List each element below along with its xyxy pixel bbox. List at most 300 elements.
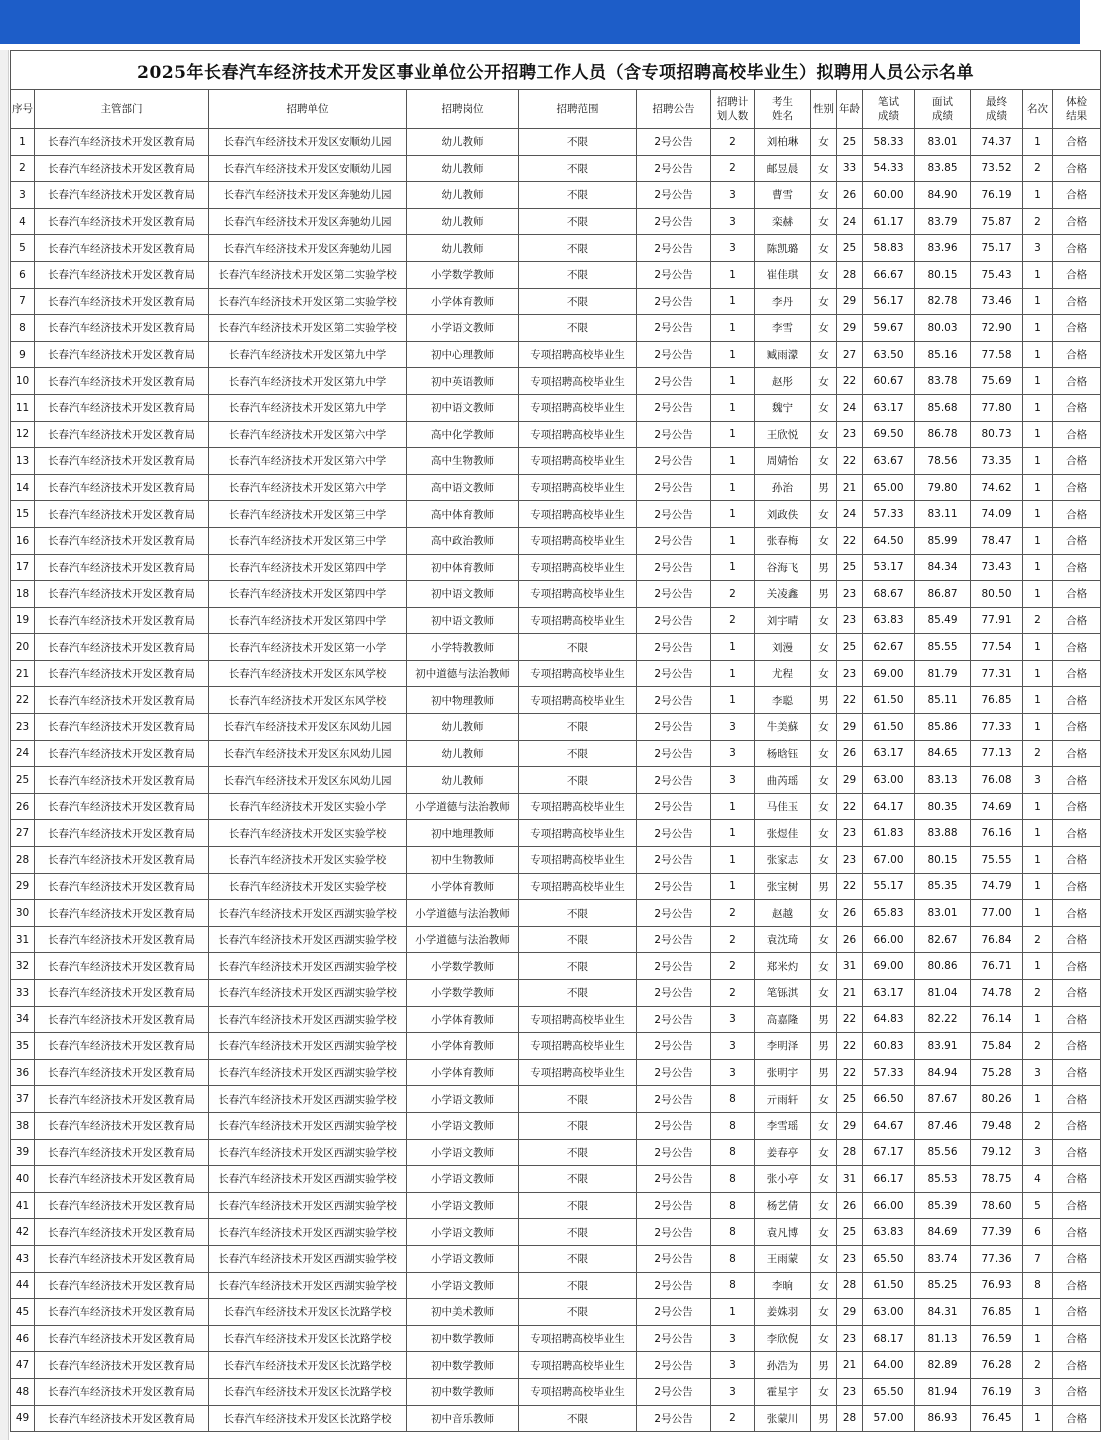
cell-age: 23 <box>837 421 863 448</box>
cell-age: 23 <box>837 607 863 634</box>
cell-seq: 4 <box>11 208 35 235</box>
cell-plan: 3 <box>711 714 755 741</box>
cell-gender: 女 <box>811 926 837 953</box>
cell-rank: 2 <box>1023 926 1053 953</box>
cell-plan: 1 <box>711 554 755 581</box>
cell-post: 幼儿教师 <box>407 235 519 262</box>
cell-exam: 合格 <box>1053 1139 1101 1166</box>
cell-notice: 2号公告 <box>637 1033 711 1060</box>
cell-written: 63.83 <box>863 1219 915 1246</box>
cell-name: 栾赫 <box>755 208 811 235</box>
cell-final: 79.48 <box>971 1112 1023 1139</box>
cell-exam: 合格 <box>1053 527 1101 554</box>
cell-dept: 长春汽车经济技术开发区教育局 <box>35 368 209 395</box>
cell-name: 魏宁 <box>755 394 811 421</box>
cell-age: 21 <box>837 980 863 1007</box>
cell-rank: 1 <box>1023 793 1053 820</box>
cell-post: 小学体育教师 <box>407 1006 519 1033</box>
cell-notice: 2号公告 <box>637 261 711 288</box>
cell-seq: 37 <box>11 1086 35 1113</box>
table-row <box>11 581 1101 608</box>
cell-final: 76.59 <box>971 1325 1023 1352</box>
cell-post: 初中美术教师 <box>407 1299 519 1326</box>
cell-rank: 2 <box>1023 1352 1053 1379</box>
cell-post: 初中语文教师 <box>407 581 519 608</box>
cell-post: 初中语文教师 <box>407 607 519 634</box>
col-gender: 性别 <box>811 90 837 129</box>
cell-written: 65.00 <box>863 474 915 501</box>
cell-final: 75.43 <box>971 261 1023 288</box>
cell-unit: 长春汽车经济技术开发区第三中学 <box>209 527 407 554</box>
cell-written: 61.83 <box>863 820 915 847</box>
cell-age: 22 <box>837 873 863 900</box>
cell-name: 赵越 <box>755 900 811 927</box>
cell-notice: 2号公告 <box>637 554 711 581</box>
cell-plan: 2 <box>711 980 755 1007</box>
cell-post: 幼儿教师 <box>407 155 519 182</box>
cell-notice: 2号公告 <box>637 421 711 448</box>
cell-age: 21 <box>837 474 863 501</box>
cell-rank: 1 <box>1023 953 1053 980</box>
cell-final: 75.87 <box>971 208 1023 235</box>
cell-final: 76.71 <box>971 953 1023 980</box>
cell-exam: 合格 <box>1053 208 1101 235</box>
cell-scope: 专项招聘高校毕业生 <box>519 1325 637 1352</box>
cell-plan: 3 <box>711 1033 755 1060</box>
cell-unit: 长春汽车经济技术开发区西湖实验学校 <box>209 1086 407 1113</box>
cell-gender: 女 <box>811 341 837 368</box>
cell-seq: 23 <box>11 714 35 741</box>
table-row <box>11 1112 1101 1139</box>
cell-post: 小学道德与法治教师 <box>407 926 519 953</box>
col-written-line2: 成绩 <box>878 110 899 122</box>
cell-written: 67.00 <box>863 847 915 874</box>
cell-post: 小学体育教师 <box>407 288 519 315</box>
cell-name: 曹雪 <box>755 182 811 209</box>
cell-dept: 长春汽车经济技术开发区教育局 <box>35 554 209 581</box>
cell-interview: 81.79 <box>915 660 971 687</box>
cell-final: 75.17 <box>971 235 1023 262</box>
cell-dept: 长春汽车经济技术开发区教育局 <box>35 394 209 421</box>
cell-gender: 女 <box>811 820 837 847</box>
cell-scope: 不限 <box>519 129 637 156</box>
cell-final: 76.08 <box>971 767 1023 794</box>
cell-notice: 2号公告 <box>637 1272 711 1299</box>
cell-final: 72.90 <box>971 315 1023 342</box>
cell-age: 31 <box>837 1166 863 1193</box>
cell-interview: 83.13 <box>915 767 971 794</box>
cell-interview: 82.67 <box>915 926 971 953</box>
cell-dept: 长春汽车经济技术开发区教育局 <box>35 341 209 368</box>
cell-seq: 47 <box>11 1352 35 1379</box>
cell-seq: 2 <box>11 155 35 182</box>
cell-notice: 2号公告 <box>637 1299 711 1326</box>
cell-written: 60.00 <box>863 182 915 209</box>
cell-written: 63.83 <box>863 607 915 634</box>
cell-gender: 女 <box>811 1245 837 1272</box>
cell-unit: 长春汽车经济技术开发区第九中学 <box>209 394 407 421</box>
table-row <box>11 1272 1101 1299</box>
cell-name: 刘柏琳 <box>755 129 811 156</box>
cell-rank: 1 <box>1023 129 1053 156</box>
cell-post: 小学数学教师 <box>407 261 519 288</box>
cell-dept: 长春汽车经济技术开发区教育局 <box>35 980 209 1007</box>
cell-plan: 3 <box>711 1378 755 1405</box>
cell-notice: 2号公告 <box>637 1192 711 1219</box>
cell-unit: 长春汽车经济技术开发区第二实验学校 <box>209 288 407 315</box>
cell-age: 29 <box>837 288 863 315</box>
cell-interview: 84.90 <box>915 182 971 209</box>
cell-seq: 20 <box>11 634 35 661</box>
cell-name: 姜姝羽 <box>755 1299 811 1326</box>
cell-name: 李欣倪 <box>755 1325 811 1352</box>
cell-rank: 2 <box>1023 155 1053 182</box>
cell-scope: 专项招聘高校毕业生 <box>519 1378 637 1405</box>
cell-final: 73.52 <box>971 155 1023 182</box>
cell-age: 29 <box>837 1112 863 1139</box>
cell-final: 77.36 <box>971 1245 1023 1272</box>
cell-name: 张蒙川 <box>755 1405 811 1432</box>
cell-gender: 女 <box>811 368 837 395</box>
cell-gender: 女 <box>811 1378 837 1405</box>
table-row <box>11 1219 1101 1246</box>
cell-gender: 女 <box>811 288 837 315</box>
cell-final: 76.14 <box>971 1006 1023 1033</box>
cell-plan: 3 <box>711 1352 755 1379</box>
cell-written: 61.50 <box>863 687 915 714</box>
cell-exam: 合格 <box>1053 1272 1101 1299</box>
cell-interview: 83.96 <box>915 235 971 262</box>
cell-interview: 83.79 <box>915 208 971 235</box>
cell-notice: 2号公告 <box>637 315 711 342</box>
cell-age: 28 <box>837 261 863 288</box>
cell-interview: 85.68 <box>915 394 971 421</box>
cell-exam: 合格 <box>1053 660 1101 687</box>
cell-interview: 85.55 <box>915 634 971 661</box>
cell-final: 75.55 <box>971 847 1023 874</box>
cell-exam: 合格 <box>1053 1166 1101 1193</box>
table-row <box>11 1139 1101 1166</box>
cell-age: 22 <box>837 793 863 820</box>
cell-plan: 1 <box>711 634 755 661</box>
cell-name: 张宝树 <box>755 873 811 900</box>
cell-interview: 85.99 <box>915 527 971 554</box>
cell-unit: 长春汽车经济技术开发区第一小学 <box>209 634 407 661</box>
cell-rank: 1 <box>1023 474 1053 501</box>
cell-name: 刘宇晴 <box>755 607 811 634</box>
cell-seq: 41 <box>11 1192 35 1219</box>
cell-notice: 2号公告 <box>637 767 711 794</box>
cell-rank: 1 <box>1023 1299 1053 1326</box>
col-plan <box>711 90 755 129</box>
cell-rank: 2 <box>1023 1033 1053 1060</box>
cell-dept: 长春汽车经济技术开发区教育局 <box>35 714 209 741</box>
cell-post: 小学数学教师 <box>407 953 519 980</box>
cell-written: 64.67 <box>863 1112 915 1139</box>
table-row <box>11 315 1101 342</box>
cell-notice: 2号公告 <box>637 740 711 767</box>
table-row <box>11 714 1101 741</box>
cell-dept: 长春汽车经济技术开发区教育局 <box>35 581 209 608</box>
cell-exam: 合格 <box>1053 341 1101 368</box>
cell-final: 74.69 <box>971 793 1023 820</box>
cell-seq: 14 <box>11 474 35 501</box>
cell-interview: 85.25 <box>915 1272 971 1299</box>
cell-exam: 合格 <box>1053 129 1101 156</box>
cell-name: 姜春亭 <box>755 1139 811 1166</box>
cell-scope: 专项招聘高校毕业生 <box>519 394 637 421</box>
cell-scope: 专项招聘高校毕业生 <box>519 527 637 554</box>
cell-age: 28 <box>837 1405 863 1432</box>
cell-final: 75.84 <box>971 1033 1023 1060</box>
table-row <box>11 926 1101 953</box>
cell-age: 29 <box>837 767 863 794</box>
cell-post: 小学语文教师 <box>407 1166 519 1193</box>
cell-final: 77.31 <box>971 660 1023 687</box>
table-row <box>11 474 1101 501</box>
cell-name: 周婧怡 <box>755 448 811 475</box>
cell-name: 邮昱晨 <box>755 155 811 182</box>
cell-gender: 女 <box>811 155 837 182</box>
cell-dept: 长春汽车经济技术开发区教育局 <box>35 1405 209 1432</box>
cell-interview: 82.89 <box>915 1352 971 1379</box>
cell-dept: 长春汽车经济技术开发区教育局 <box>35 1352 209 1379</box>
cell-scope: 不限 <box>519 900 637 927</box>
cell-notice: 2号公告 <box>637 926 711 953</box>
cell-seq: 5 <box>11 235 35 262</box>
cell-unit: 长春汽车经济技术开发区西湖实验学校 <box>209 1166 407 1193</box>
cell-written: 69.00 <box>863 660 915 687</box>
table-row <box>11 1086 1101 1113</box>
cell-age: 25 <box>837 554 863 581</box>
cell-final: 74.78 <box>971 980 1023 1007</box>
cell-exam: 合格 <box>1053 235 1101 262</box>
cell-interview: 80.15 <box>915 261 971 288</box>
cell-rank: 5 <box>1023 1192 1053 1219</box>
cell-age: 23 <box>837 847 863 874</box>
cell-exam: 合格 <box>1053 394 1101 421</box>
table-row <box>11 501 1101 528</box>
cell-final: 76.16 <box>971 820 1023 847</box>
table-row <box>11 129 1101 156</box>
table-row <box>11 554 1101 581</box>
cell-post: 小学语文教师 <box>407 1219 519 1246</box>
cell-dept: 长春汽车经济技术开发区教育局 <box>35 1112 209 1139</box>
cell-exam: 合格 <box>1053 1086 1101 1113</box>
cell-name: 李明泽 <box>755 1033 811 1060</box>
cell-written: 63.17 <box>863 740 915 767</box>
cell-exam: 合格 <box>1053 953 1101 980</box>
page-left-edge <box>0 50 9 1440</box>
cell-scope: 专项招聘高校毕业生 <box>519 820 637 847</box>
cell-written: 58.33 <box>863 129 915 156</box>
cell-gender: 女 <box>811 1112 837 1139</box>
cell-post: 初中地理教师 <box>407 820 519 847</box>
cell-gender: 女 <box>811 607 837 634</box>
table-row <box>11 421 1101 448</box>
cell-rank: 2 <box>1023 1112 1053 1139</box>
cell-seq: 8 <box>11 315 35 342</box>
cell-post: 初中体育教师 <box>407 554 519 581</box>
cell-post: 小学语文教师 <box>407 1139 519 1166</box>
table-row <box>11 1325 1101 1352</box>
cell-notice: 2号公告 <box>637 208 711 235</box>
cell-gender: 女 <box>811 315 837 342</box>
cell-interview: 79.80 <box>915 474 971 501</box>
cell-name: 杨晗钰 <box>755 740 811 767</box>
table-title: 2025年长春汽车经济技术开发区事业单位公开招聘工作人员（含专项招聘高校毕业生）拟聘用人员公示名单 <box>11 51 1101 90</box>
cell-notice: 2号公告 <box>637 1112 711 1139</box>
cell-notice: 2号公告 <box>637 341 711 368</box>
cell-age: 28 <box>837 1139 863 1166</box>
cell-post: 幼儿教师 <box>407 129 519 156</box>
cell-interview: 83.91 <box>915 1033 971 1060</box>
cell-interview: 85.11 <box>915 687 971 714</box>
col-unit: 招聘单位 <box>209 90 407 129</box>
cell-unit: 长春汽车经济技术开发区实验学校 <box>209 847 407 874</box>
cell-name: 霍星宇 <box>755 1378 811 1405</box>
cell-rank: 1 <box>1023 341 1053 368</box>
cell-notice: 2号公告 <box>637 820 711 847</box>
cell-dept: 长春汽车经济技术开发区教育局 <box>35 1086 209 1113</box>
cell-exam: 合格 <box>1053 820 1101 847</box>
cell-age: 22 <box>837 1033 863 1060</box>
cell-seq: 13 <box>11 448 35 475</box>
cell-plan: 3 <box>711 1325 755 1352</box>
cell-scope: 不限 <box>519 1405 637 1432</box>
cell-final: 80.50 <box>971 581 1023 608</box>
cell-plan: 3 <box>711 182 755 209</box>
cell-plan: 3 <box>711 1059 755 1086</box>
table-row <box>11 820 1101 847</box>
cell-gender: 女 <box>811 182 837 209</box>
cell-scope: 专项招聘高校毕业生 <box>519 341 637 368</box>
cell-interview: 85.86 <box>915 714 971 741</box>
cell-seq: 46 <box>11 1325 35 1352</box>
cell-post: 小学语文教师 <box>407 315 519 342</box>
cell-age: 29 <box>837 714 863 741</box>
cell-age: 25 <box>837 634 863 661</box>
cell-interview: 83.01 <box>915 129 971 156</box>
cell-notice: 2号公告 <box>637 1006 711 1033</box>
cell-plan: 3 <box>711 740 755 767</box>
cell-seq: 42 <box>11 1219 35 1246</box>
cell-unit: 长春汽车经济技术开发区安顺幼儿园 <box>209 155 407 182</box>
cell-age: 29 <box>837 1299 863 1326</box>
cell-dept: 长春汽车经济技术开发区教育局 <box>35 820 209 847</box>
col-plan-line1: 招聘计 <box>716 96 749 108</box>
cell-scope: 不限 <box>519 634 637 661</box>
cell-post: 初中音乐教师 <box>407 1405 519 1432</box>
cell-interview: 81.13 <box>915 1325 971 1352</box>
table-row <box>11 394 1101 421</box>
cell-seq: 1 <box>11 129 35 156</box>
cell-name: 王欣悦 <box>755 421 811 448</box>
cell-scope: 专项招聘高校毕业生 <box>519 873 637 900</box>
cell-scope: 专项招聘高校毕业生 <box>519 368 637 395</box>
cell-plan: 8 <box>711 1245 755 1272</box>
table-row <box>11 873 1101 900</box>
cell-exam: 合格 <box>1053 847 1101 874</box>
cell-exam: 合格 <box>1053 926 1101 953</box>
cell-gender: 女 <box>811 1219 837 1246</box>
cell-interview: 80.15 <box>915 847 971 874</box>
cell-notice: 2号公告 <box>637 660 711 687</box>
col-post: 招聘岗位 <box>407 90 519 129</box>
cell-plan: 1 <box>711 847 755 874</box>
cell-seq: 28 <box>11 847 35 874</box>
cell-dept: 长春汽车经济技术开发区教育局 <box>35 873 209 900</box>
cell-rank: 7 <box>1023 1245 1053 1272</box>
cell-notice: 2号公告 <box>637 1378 711 1405</box>
col-final-line2: 成绩 <box>986 110 1007 122</box>
cell-interview: 84.94 <box>915 1059 971 1086</box>
cell-written: 62.67 <box>863 634 915 661</box>
cell-scope: 专项招聘高校毕业生 <box>519 474 637 501</box>
cell-post: 初中数学教师 <box>407 1378 519 1405</box>
cell-seq: 45 <box>11 1299 35 1326</box>
cell-seq: 35 <box>11 1033 35 1060</box>
cell-seq: 39 <box>11 1139 35 1166</box>
cell-written: 67.17 <box>863 1139 915 1166</box>
cell-notice: 2号公告 <box>637 980 711 1007</box>
cell-age: 26 <box>837 900 863 927</box>
cell-written: 56.17 <box>863 288 915 315</box>
cell-dept: 长春汽车经济技术开发区教育局 <box>35 288 209 315</box>
cell-notice: 2号公告 <box>637 634 711 661</box>
cell-age: 26 <box>837 182 863 209</box>
cell-scope: 专项招聘高校毕业生 <box>519 1059 637 1086</box>
cell-notice: 2号公告 <box>637 394 711 421</box>
cell-interview: 83.01 <box>915 900 971 927</box>
cell-exam: 合格 <box>1053 155 1101 182</box>
cell-seq: 22 <box>11 687 35 714</box>
cell-dept: 长春汽车经济技术开发区教育局 <box>35 900 209 927</box>
cell-unit: 长春汽车经济技术开发区第六中学 <box>209 474 407 501</box>
cell-rank: 1 <box>1023 1086 1053 1113</box>
cell-notice: 2号公告 <box>637 607 711 634</box>
cell-unit: 长春汽车经济技术开发区长沈路学校 <box>209 1378 407 1405</box>
cell-interview: 80.86 <box>915 953 971 980</box>
cell-gender: 男 <box>811 1006 837 1033</box>
col-dept: 主管部门 <box>35 90 209 129</box>
cell-dept: 长春汽车经济技术开发区教育局 <box>35 953 209 980</box>
cell-plan: 2 <box>711 926 755 953</box>
cell-written: 61.50 <box>863 1272 915 1299</box>
cell-unit: 长春汽车经济技术开发区安顺幼儿园 <box>209 129 407 156</box>
cell-rank: 1 <box>1023 421 1053 448</box>
cell-name: 亓雨轩 <box>755 1086 811 1113</box>
cell-interview: 83.88 <box>915 820 971 847</box>
cell-gender: 女 <box>811 1139 837 1166</box>
cell-rank: 1 <box>1023 527 1053 554</box>
cell-scope: 专项招聘高校毕业生 <box>519 501 637 528</box>
cell-dept: 长春汽车经济技术开发区教育局 <box>35 1272 209 1299</box>
cell-name: 崔佳琪 <box>755 261 811 288</box>
table-row <box>11 634 1101 661</box>
cell-unit: 长春汽车经济技术开发区第四中学 <box>209 607 407 634</box>
col-final <box>971 90 1023 129</box>
cell-seq: 10 <box>11 368 35 395</box>
cell-gender: 女 <box>811 793 837 820</box>
cell-plan: 2 <box>711 900 755 927</box>
cell-interview: 86.78 <box>915 421 971 448</box>
cell-written: 61.50 <box>863 714 915 741</box>
cell-dept: 长春汽车经济技术开发区教育局 <box>35 527 209 554</box>
cell-final: 76.19 <box>971 1378 1023 1405</box>
table-row <box>11 527 1101 554</box>
cell-written: 63.17 <box>863 394 915 421</box>
